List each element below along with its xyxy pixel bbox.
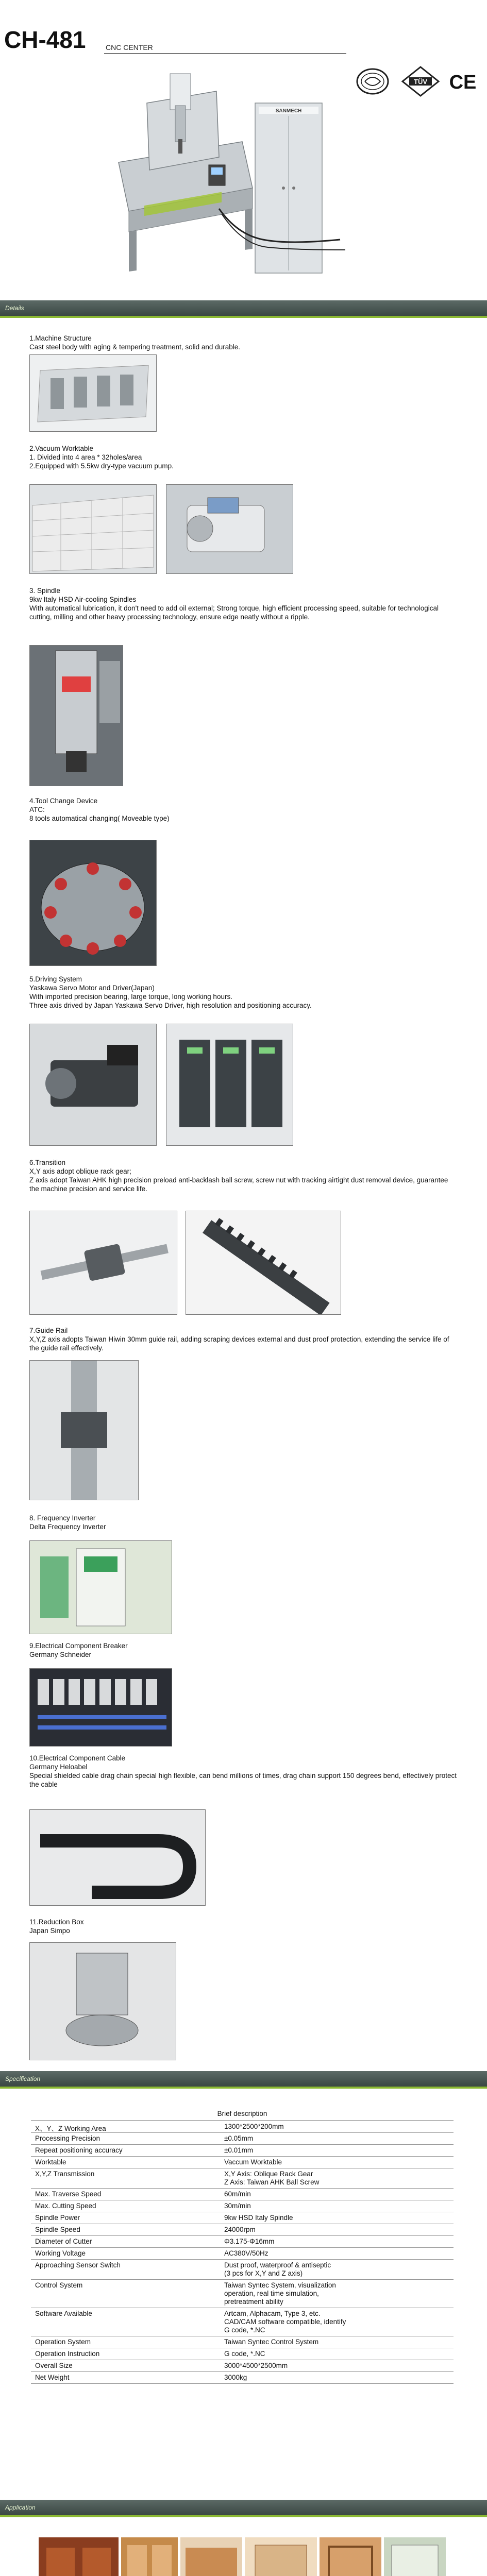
spec-value [224,2336,454,2348]
detail-text: X,Y axis adopt oblique rack gear; [29,1167,131,1175]
spec-value-line: pretreatment ability [224,2298,283,2306]
spec-row [31,2236,454,2248]
spec-row [31,2360,454,2372]
spec-value-line: 9kw HSD Italy Spindle [224,2214,293,2222]
breaker-photo [29,1668,172,1747]
detail-text: Germany Heloabel [29,1763,88,1771]
spec-row [31,2336,454,2348]
detail-reduction-box [29,1918,457,1935]
spec-value-line: 3000*4500*2500mm [224,2362,288,2369]
detail-text: Japan Simpo [29,1927,70,1935]
detail-title: 8. Frequency Inverter [29,1514,96,1522]
drag-chain-photo [29,1809,206,1906]
tuv-badge-icon [400,66,441,97]
detail-text: Yaskawa Servo Motor and Driver(Japan) [29,984,155,992]
detail-text: Germany Schneider [29,1651,92,1658]
app-carved-door-photo [320,2537,381,2576]
detail-title: 5.Driving System [29,975,82,983]
detail-title: 1.Machine Structure [29,334,92,342]
application-gallery [31,2532,454,2576]
detail-title: 7.Guide Rail [29,1327,68,1334]
spec-value [224,2236,454,2247]
cnc-machine-photo [98,54,358,294]
product-header [0,0,487,299]
spec-value [224,2308,454,2336]
machine-structure-photo [29,354,157,432]
spec-key: Working Voltage [35,2249,86,2257]
detail-text: Cast steel body with aging & tempering treatment, solid and durable. [29,343,240,351]
spec-key: Worktable [35,2158,66,2166]
section-title-details: Details [5,304,24,312]
servo-driver-photo [166,1024,293,1146]
spec-value [224,2157,454,2168]
spec-value-line: Φ3.175-Φ16mm [224,2238,275,2245]
spec-key: Software Available [35,2310,92,2317]
section-bar-details [0,300,487,318]
spec-value [224,2372,454,2383]
spec-value [224,2121,454,2132]
detail-text: 9kw Italy HSD Air-cooling Spindles [29,596,137,603]
ce-mark-label: CE [449,72,477,93]
app-kitchen-photo [180,2537,242,2576]
ce-mark-icon [447,66,478,97]
spec-value-line: 1300*2500*200mm [224,2123,284,2130]
certification-logos [355,66,478,99]
detail-title: 6.Transition [29,1159,66,1166]
detail-title: 10.Electrical Component Cable [29,1754,126,1762]
spec-row [31,2260,454,2280]
spec-value-line: Dust proof, waterproof & antiseptic [224,2261,331,2269]
spec-value-line: operation, real time simulation, [224,2290,319,2297]
spec-row [31,2280,454,2308]
detail-text: Delta Frequency Inverter [29,1523,106,1531]
spec-value-line: 3000kg [224,2374,247,2381]
spec-row [31,2248,454,2260]
guide-rail-photo [29,1360,139,1500]
spec-value [224,2348,454,2360]
spec-key: Control System [35,2281,83,2289]
model-number: CH-481 [4,26,86,53]
spec-key: Max. Cutting Speed [35,2202,96,2210]
detail-spindle [29,586,457,621]
spec-value-line: G code, *.NC [224,2326,265,2334]
spec-value [224,2145,454,2156]
spec-value [224,2212,454,2224]
section-bar-specification [0,2071,487,2089]
spec-value-line: 30m/min [224,2202,251,2210]
cabinet-brand: SANMECH [275,108,302,114]
spec-row [31,2157,454,2168]
spec-value [224,2200,454,2212]
ball-screw-photo [29,1211,177,1315]
spec-row [31,2168,454,2189]
spec-key: Approaching Sensor Switch [35,2261,121,2269]
section-title-specification: Specification [5,2075,41,2082]
spindle-photo [29,645,123,786]
subtitle-rule [104,53,346,54]
spec-value [224,2248,454,2259]
spec-row [31,2133,454,2145]
detail-driving-system [29,975,457,1010]
servo-motor-photo [29,1024,157,1146]
detail-text: ATC: [29,806,45,814]
tuv-badge-label: TÜV [414,78,427,86]
product-subtitle: CNC CENTER [106,43,153,52]
cert-mark-icon [355,66,391,97]
reduction-box-photo [29,1942,176,2060]
spec-key: Operation System [35,2338,91,2346]
detail-text: 8 tools automatical changing( Moveable type) [29,815,170,822]
app-door-panel-photo [245,2537,317,2576]
detail-text: 2.Equipped with 5.5kw dry-type vacuum pump. [29,462,174,470]
spec-key: Overall Size [35,2362,73,2369]
spec-value [224,2280,454,2308]
spec-table [31,2107,454,2384]
spec-value-line: Vaccum Worktable [224,2158,282,2166]
spec-row [31,2212,454,2224]
spec-key: Spindle Power [35,2214,80,2222]
spec-value [224,2260,454,2279]
vacuum-pump-photo [166,484,293,574]
spec-key: Processing Precision [35,2134,100,2142]
spec-value-line: Z Axis: Taiwan AHK Ball Screw [224,2178,320,2186]
detail-cable [29,1754,457,1789]
spec-key: Operation Instruction [35,2350,100,2358]
detail-vacuum-worktable [29,444,457,470]
spec-row [31,2224,454,2236]
spec-key: Spindle Speed [35,2226,80,2233]
detail-text: 1. Divided into 4 area * 32holes/area [29,453,142,461]
spec-value [224,2133,454,2144]
detail-title: 3. Spindle [29,587,61,595]
spec-row [31,2200,454,2212]
inverter-photo [29,1540,172,1634]
detail-title: 9.Electrical Component Breaker [29,1642,128,1650]
detail-machine-structure [29,334,457,351]
spec-value [224,2168,454,2188]
detail-guide-rail [29,1326,457,1352]
detail-tool-change [29,796,457,823]
spec-value-line: 24000rpm [224,2226,256,2233]
spec-caption: Brief description [31,2107,454,2121]
spec-value-line: G code, *.NC [224,2350,265,2358]
rack-gear-photo [186,1211,341,1315]
spec-value-line: X,Y Axis: Oblique Rack Gear [224,2170,313,2178]
spec-row [31,2372,454,2384]
detail-text: Three axis drived by Japan Yaskawa Servo Driver, high resolution and positioning accuracy. [29,1002,312,1009]
detail-text: With imported precision bearing, large torque, long working hours. [29,993,232,1001]
spec-value-line: Taiwan Syntec System, visualization [224,2281,336,2289]
detail-breaker [29,1641,457,1659]
app-glass-door-photo [384,2537,446,2576]
app-cabinet-photo [121,2537,178,2576]
spec-key: X、Y、Z Working Area [35,2125,106,2132]
detail-text: X,Y,Z axis adopts Taiwan Hiwin 30mm guide rail, adding scraping devices external and dust proof protection, extending the service life of the guide rail effectively. [29,1335,449,1352]
detail-transition [29,1158,457,1193]
spec-value-line: 60m/min [224,2190,251,2198]
spec-row [31,2308,454,2336]
spec-value-line: Taiwan Syntec Control System [224,2338,319,2346]
section-title-application: Application [5,2504,36,2511]
spec-row [31,2348,454,2360]
spec-value-line: ±0.05mm [224,2134,254,2142]
detail-title: 2.Vacuum Worktable [29,445,94,452]
spec-row [31,2145,454,2157]
detail-title: 4.Tool Change Device [29,797,98,805]
spec-value [224,2189,454,2200]
spec-value-line: (3 pcs for X,Y and Z axis) [224,2269,303,2277]
spec-row [31,2121,454,2133]
detail-text: With automatical lubrication, it don't need to add oil external; Strong torque, high efficient processing speed, suitable for technological cutting, milling and other heavy processing technology, ensure edge neatly without a ripple. [29,604,439,621]
spec-value-line: AC380V/50Hz [224,2249,268,2257]
spec-value-line: ±0.01mm [224,2146,254,2154]
spec-value [224,2224,454,2235]
app-wardrobe-photo [39,2537,119,2576]
spec-rows [31,2121,454,2384]
detail-title: 11.Reduction Box [29,1918,84,1926]
spec-value-line: CAD/CAM software compatible, identify [224,2318,346,2326]
detail-text: Z axis adopt Taiwan AHK high precision preload anti-backlash ball screw, screw nut with tracking airtight dust removal device, guarantee the machine precision and service life. [29,1176,448,1193]
spec-value-line: Artcam, Alphacam, Type 3, etc. [224,2310,321,2317]
spec-key: Net Weight [35,2374,70,2381]
spec-row [31,2189,454,2200]
section-bar-application [0,2500,487,2517]
detail-text: Special shielded cable drag chain special high flexible, can bend millions of times, drag chain support 150 degrees bend, effectively protect the cable [29,1772,457,1788]
spec-key: Diameter of Cutter [35,2238,92,2245]
tool-changer-photo [29,840,157,966]
spec-key: X,Y,Z Transmission [35,2170,95,2178]
spec-value [224,2360,454,2371]
spec-key: Repeat positioning accuracy [35,2146,123,2154]
spec-key: Max. Traverse Speed [35,2190,102,2198]
vacuum-table-photo [29,484,157,574]
detail-frequency-inverter [29,1514,457,1531]
